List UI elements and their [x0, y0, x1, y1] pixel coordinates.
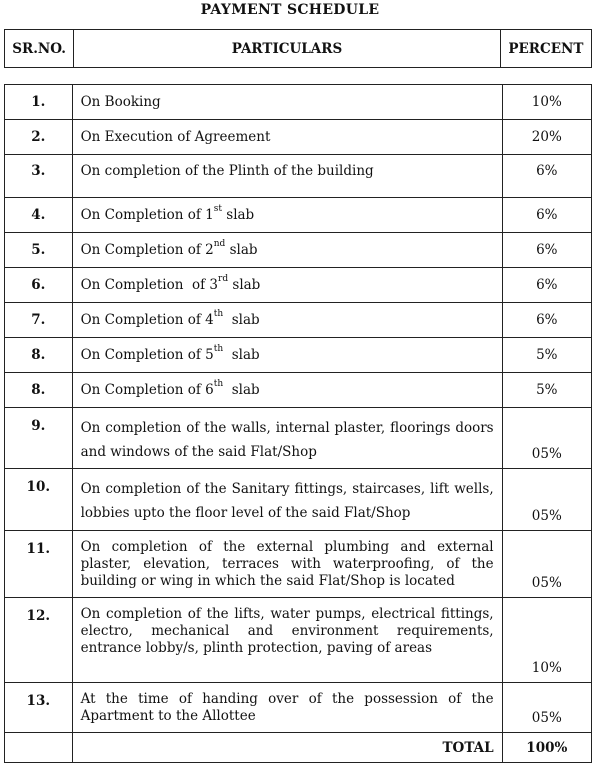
ordinal-suffix: th [213, 344, 224, 354]
ordinal-suffix: th [213, 309, 224, 319]
particulars-text: On Completion of 6 [80, 382, 214, 398]
table-row [5, 598, 592, 683]
particulars-text: On Completion of 3 [80, 277, 219, 293]
sr-cell: 7. [5, 303, 73, 338]
particulars-cell [72, 373, 502, 408]
table-row [5, 373, 592, 408]
table-row [5, 469, 592, 531]
table-row [5, 268, 592, 303]
ordinal-suffix: nd [213, 239, 226, 249]
particulars-text: On Completion of 5 [80, 347, 214, 363]
percent-cell: 6% [502, 198, 591, 233]
percent-cell: 05% [502, 408, 591, 469]
particulars-cell: On Booking [72, 85, 502, 120]
particulars-text: On Completion of 1 [80, 207, 214, 223]
percent-cell: 10% [502, 598, 591, 683]
table-row [5, 233, 592, 268]
table-row [5, 155, 592, 198]
particulars-cell: On completion of the Plinth of the building [72, 155, 502, 198]
percent-cell: 6% [502, 155, 591, 198]
header-particulars: PARTICULARS [74, 30, 501, 68]
percent-cell: 05% [502, 683, 591, 733]
particulars-cell: On Execution of Agreement [72, 120, 502, 155]
table-row [5, 198, 592, 233]
payment-schedule-table [4, 84, 592, 763]
sr-cell: 2. [5, 120, 73, 155]
table-row [5, 408, 592, 469]
table-row [5, 338, 592, 373]
total-value: 100% [502, 733, 591, 763]
percent-cell: 05% [502, 531, 591, 598]
table-row [5, 683, 592, 733]
particulars-cell [72, 303, 502, 338]
sr-cell: 13. [5, 683, 73, 733]
particulars-cell: On completion of the Sanitary fittings, staircases, lift wells, lobbies upto the floor level of the said Flat/Shop [72, 469, 502, 531]
particulars-cell: On completion of the lifts, water pumps, electrical fittings, electro, mechanical and environment requirements, entrance lobby/s, plinth protection, paving of areas [72, 598, 502, 683]
percent-cell: 5% [502, 338, 591, 373]
percent-cell: 5% [502, 373, 591, 408]
table-row [5, 85, 592, 120]
particulars-text: slab [223, 382, 260, 398]
percent-cell: 20% [502, 120, 591, 155]
particulars-cell [72, 268, 502, 303]
sr-cell: 6. [5, 268, 73, 303]
sr-cell: 1. [5, 85, 73, 120]
particulars-cell: At the time of handing over of the possession of the Apartment to the Allottee [72, 683, 502, 733]
table-row [5, 303, 592, 338]
particulars-text: On Completion of 4 [80, 312, 214, 328]
percent-cell: 6% [502, 268, 591, 303]
particulars-cell: On completion of the external plumbing and external plaster, elevation, terraces with waterproofing, of the building or wing in which the said Flat/Shop is located [72, 531, 502, 598]
percent-cell: 05% [502, 469, 591, 531]
sr-cell: 4. [5, 198, 73, 233]
table-row [5, 120, 592, 155]
table-row [5, 531, 592, 598]
sr-cell-empty [5, 733, 73, 763]
sr-cell: 9. [5, 408, 73, 469]
particulars-cell [72, 338, 502, 373]
ordinal-suffix: rd [218, 274, 229, 284]
particulars-cell [72, 233, 502, 268]
percent-cell: 6% [502, 303, 591, 338]
particulars-cell: On completion of the walls, internal plaster, floorings doors and windows of the said Flat/Shop [72, 408, 502, 469]
sr-cell: 5. [5, 233, 73, 268]
particulars-cell [72, 198, 502, 233]
sr-cell: 8. [5, 373, 73, 408]
sr-cell: 11. [5, 531, 73, 598]
sr-cell: 8. [5, 338, 73, 373]
percent-cell: 6% [502, 233, 591, 268]
particulars-text: slab [228, 277, 261, 293]
total-row [5, 733, 592, 763]
sr-cell: 10. [5, 469, 73, 531]
ordinal-suffix: th [213, 379, 224, 389]
ordinal-suffix: st [213, 204, 222, 214]
particulars-text: slab [223, 347, 260, 363]
total-label: TOTAL [72, 733, 502, 763]
particulars-text: slab [221, 207, 255, 223]
particulars-text: slab [223, 312, 260, 328]
sr-cell: 12. [5, 598, 73, 683]
header-percent: PERCENT [500, 30, 591, 68]
percent-cell: 10% [502, 85, 591, 120]
particulars-text: slab [225, 242, 258, 258]
sr-cell: 3. [5, 155, 73, 198]
particulars-text: On Completion of 2 [80, 242, 214, 258]
header-table [4, 29, 592, 68]
page-title: PAYMENT SCHEDULE [200, 2, 380, 18]
header-sr-no: SR.NO. [5, 30, 74, 68]
